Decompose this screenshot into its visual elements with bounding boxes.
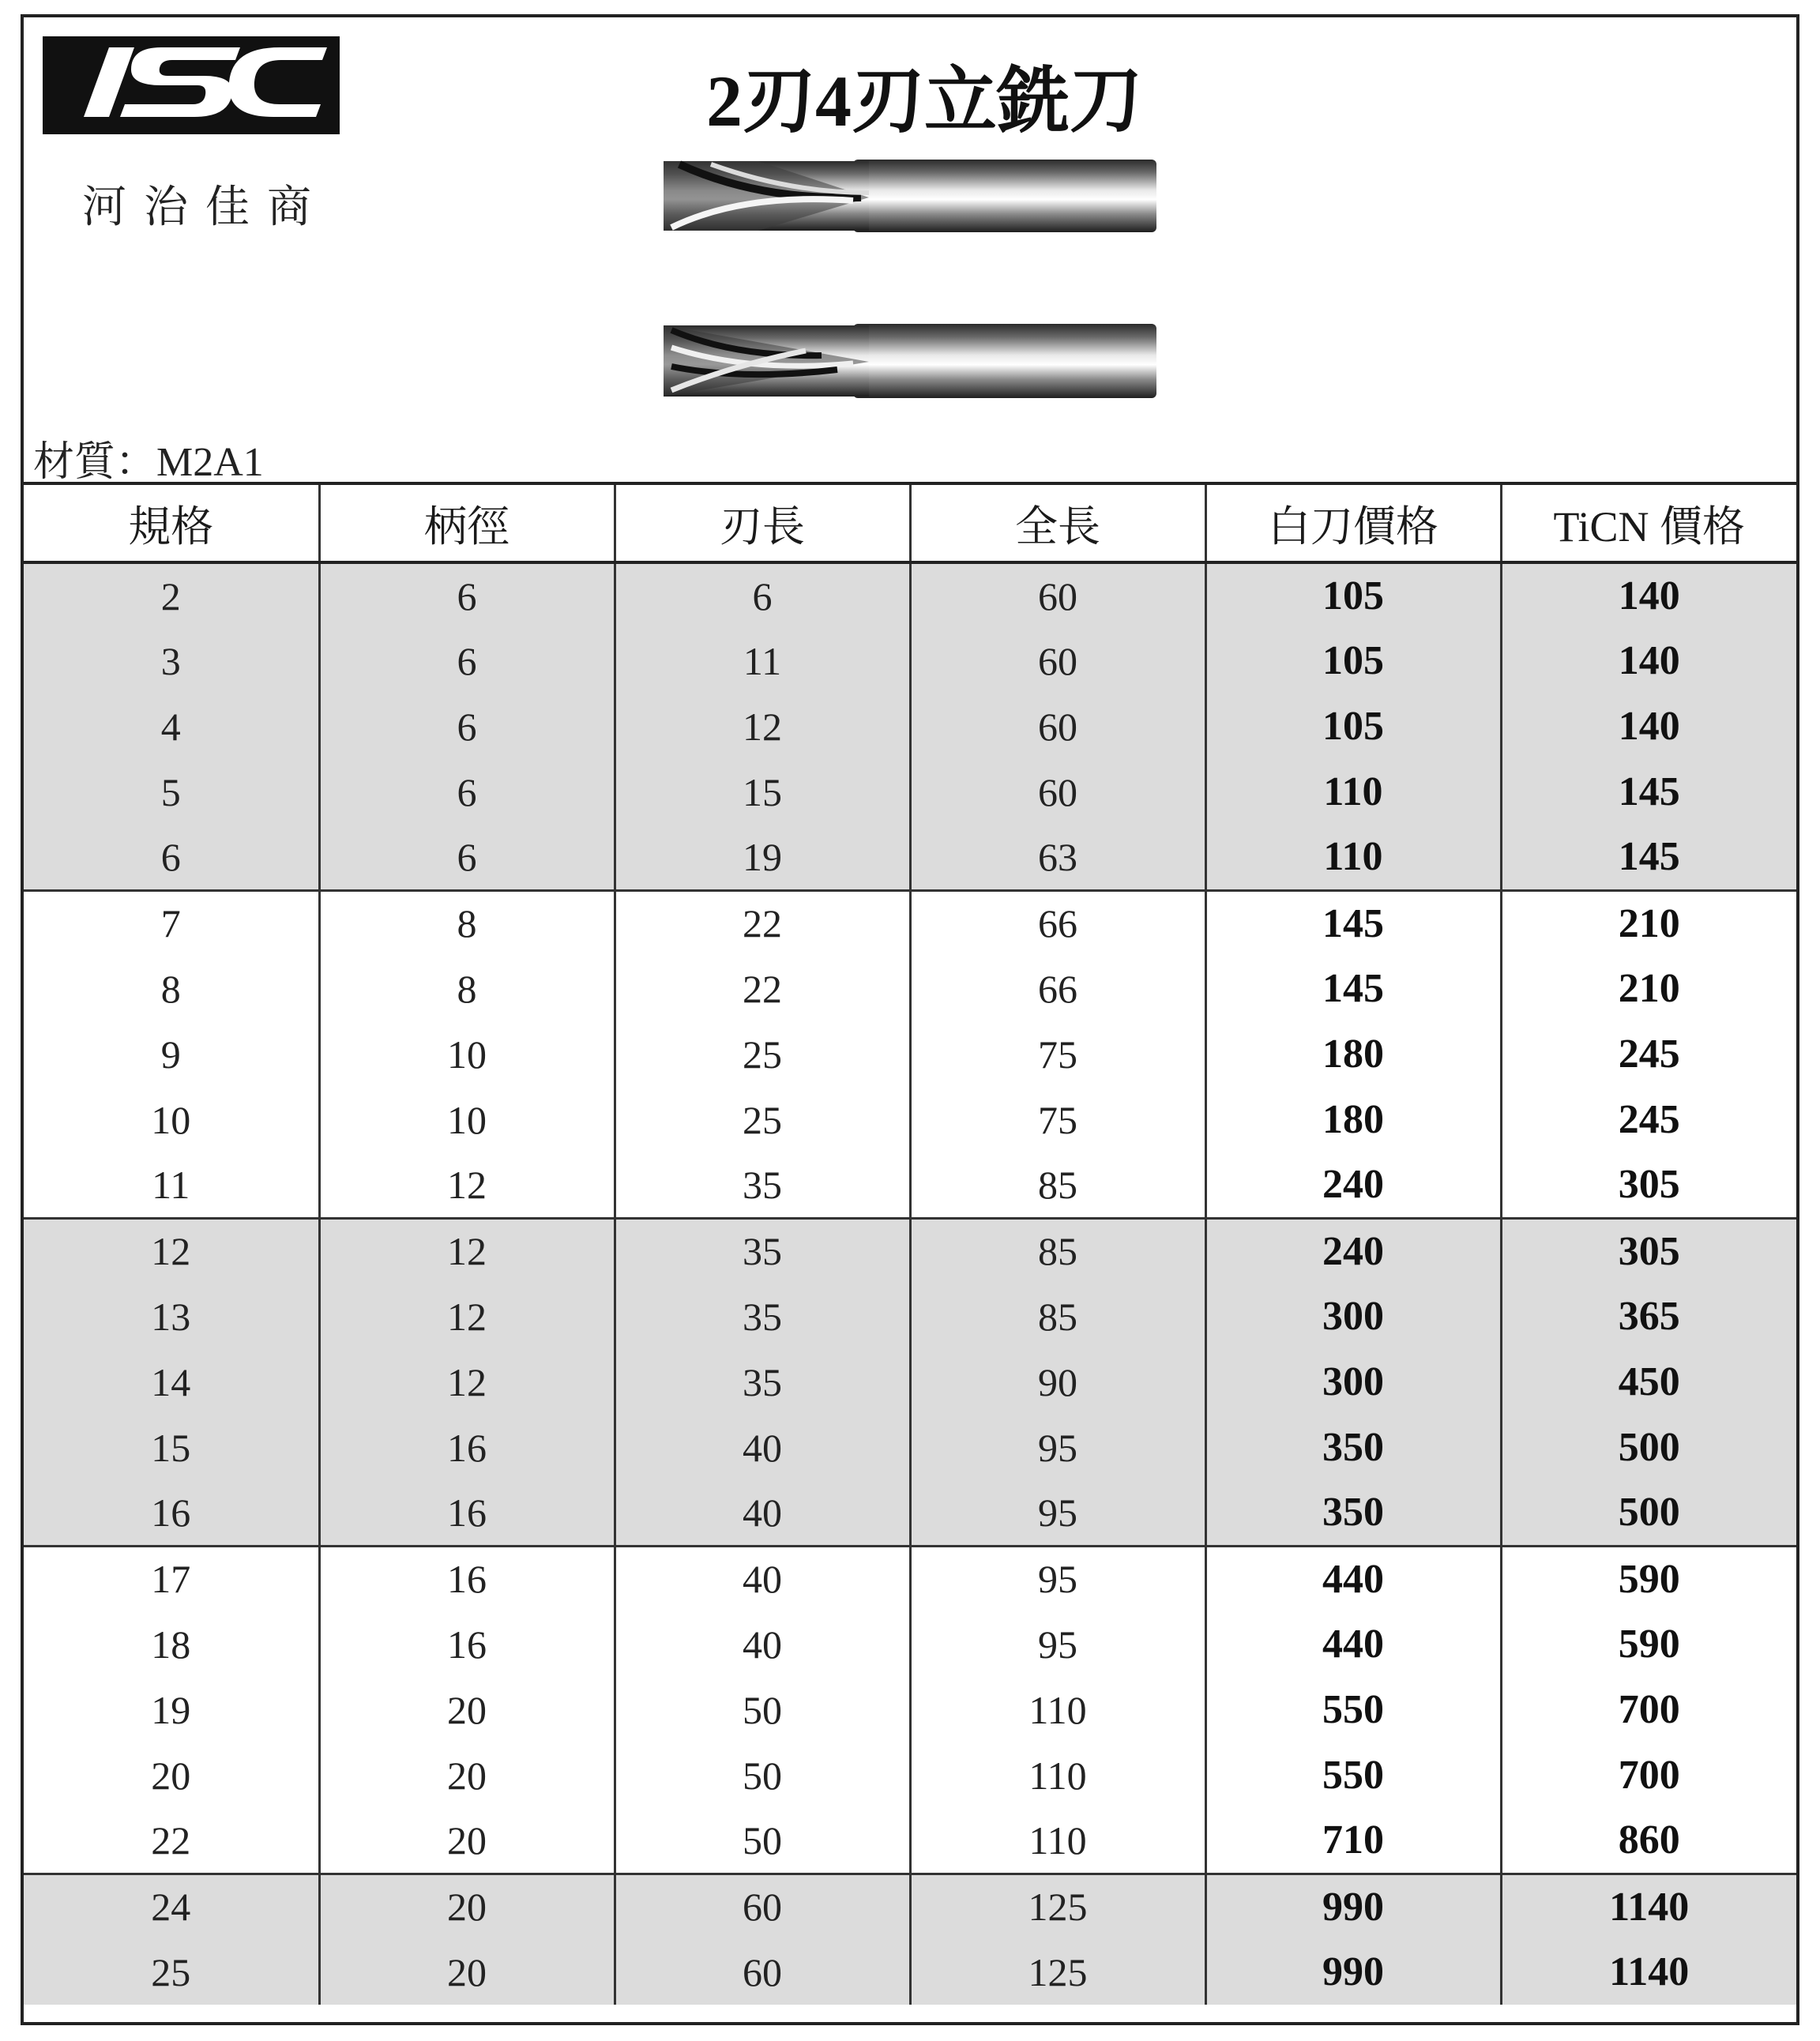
cell-shank-diameter: 6 <box>319 825 615 890</box>
cell-uncoated-price: 300 <box>1205 1284 1501 1349</box>
cell-ticn-price: 365 <box>1501 1284 1796 1349</box>
cell-uncoated-price: 550 <box>1205 1742 1501 1808</box>
cell-ticn-price: 245 <box>1501 1021 1796 1087</box>
cell-flute-length: 22 <box>615 956 910 1021</box>
cell-size: 5 <box>24 759 319 825</box>
cell-flute-length: 6 <box>615 562 910 628</box>
cell-shank-diameter: 20 <box>319 1677 615 1742</box>
cell-shank-diameter: 10 <box>319 1087 615 1152</box>
cell-overall-length: 85 <box>910 1284 1205 1349</box>
cell-shank-diameter: 6 <box>319 628 615 693</box>
cell-uncoated-price: 145 <box>1205 956 1501 1021</box>
table-body <box>24 562 1796 2005</box>
material-label: 材質：M2A1 <box>33 440 264 485</box>
cell-uncoated-price: 105 <box>1205 562 1501 628</box>
cell-size: 18 <box>24 1611 319 1677</box>
cell-ticn-price: 140 <box>1501 562 1796 628</box>
table-row <box>24 628 1796 693</box>
cell-ticn-price: 860 <box>1501 1808 1796 1874</box>
cell-uncoated-price: 710 <box>1205 1808 1501 1874</box>
cell-uncoated-price: 240 <box>1205 1152 1501 1218</box>
cell-overall-length: 125 <box>910 1939 1205 2005</box>
cell-overall-length: 60 <box>910 759 1205 825</box>
cell-size: 24 <box>24 1874 319 1939</box>
table-row <box>24 1415 1796 1480</box>
cell-ticn-price: 210 <box>1501 890 1796 956</box>
header-shank-diameter: 柄徑 <box>319 483 615 562</box>
cell-uncoated-price: 145 <box>1205 890 1501 956</box>
cell-shank-diameter: 8 <box>319 956 615 1021</box>
table-row <box>24 693 1796 759</box>
cell-flute-length: 35 <box>615 1349 910 1415</box>
cell-uncoated-price: 440 <box>1205 1611 1501 1677</box>
cell-overall-length: 95 <box>910 1611 1205 1677</box>
cell-size: 13 <box>24 1284 319 1349</box>
header-uncoated-price: 白刀價格 <box>1205 483 1501 562</box>
table-header-row <box>24 483 1796 562</box>
table-row <box>24 1874 1796 1939</box>
cell-size: 25 <box>24 1939 319 2005</box>
cell-uncoated-price: 110 <box>1205 759 1501 825</box>
cell-uncoated-price: 180 <box>1205 1087 1501 1152</box>
spec-price-table <box>24 482 1796 2005</box>
table-row <box>24 1677 1796 1742</box>
cell-size: 20 <box>24 1742 319 1808</box>
cell-flute-length: 35 <box>615 1284 910 1349</box>
cell-size: 4 <box>24 693 319 759</box>
price-sheet <box>21 14 1799 2025</box>
cell-overall-length: 85 <box>910 1218 1205 1284</box>
cell-ticn-price: 140 <box>1501 693 1796 759</box>
table-row <box>24 1808 1796 1874</box>
table-row <box>24 759 1796 825</box>
cell-shank-diameter: 20 <box>319 1939 615 2005</box>
cell-size: 6 <box>24 825 319 890</box>
cell-ticn-price: 1140 <box>1501 1939 1796 2005</box>
table-row <box>24 825 1796 890</box>
cell-size: 22 <box>24 1808 319 1874</box>
cell-uncoated-price: 350 <box>1205 1415 1501 1480</box>
table-row <box>24 1546 1796 1611</box>
cell-shank-diameter: 12 <box>319 1218 615 1284</box>
cell-size: 8 <box>24 956 319 1021</box>
cell-ticn-price: 1140 <box>1501 1874 1796 1939</box>
cell-overall-length: 63 <box>910 825 1205 890</box>
cell-ticn-price: 305 <box>1501 1152 1796 1218</box>
cell-flute-length: 35 <box>615 1218 910 1284</box>
cell-uncoated-price: 240 <box>1205 1218 1501 1284</box>
cell-shank-diameter: 20 <box>319 1742 615 1808</box>
cell-flute-length: 35 <box>615 1152 910 1218</box>
cell-ticn-price: 140 <box>1501 628 1796 693</box>
table-row <box>24 562 1796 628</box>
cell-shank-diameter: 10 <box>319 1021 615 1087</box>
header-size: 規格 <box>24 483 319 562</box>
cell-overall-length: 95 <box>910 1480 1205 1546</box>
table-row <box>24 1152 1796 1218</box>
cell-flute-length: 19 <box>615 825 910 890</box>
cell-flute-length: 50 <box>615 1808 910 1874</box>
cell-ticn-price: 305 <box>1501 1218 1796 1284</box>
cell-overall-length: 95 <box>910 1415 1205 1480</box>
cell-overall-length: 75 <box>910 1087 1205 1152</box>
table-row <box>24 1284 1796 1349</box>
cell-size: 19 <box>24 1677 319 1742</box>
page-title: 2刃4刃立銑刀 <box>705 61 1142 141</box>
cell-ticn-price: 500 <box>1501 1415 1796 1480</box>
cell-flute-length: 60 <box>615 1874 910 1939</box>
cell-overall-length: 60 <box>910 693 1205 759</box>
cell-flute-length: 40 <box>615 1611 910 1677</box>
cell-size: 10 <box>24 1087 319 1152</box>
four-flute-end-mill-image <box>664 318 1161 406</box>
cell-ticn-price: 450 <box>1501 1349 1796 1415</box>
cell-flute-length: 50 <box>615 1677 910 1742</box>
cell-shank-diameter: 20 <box>319 1808 615 1874</box>
cell-flute-length: 11 <box>615 628 910 693</box>
cell-shank-diameter: 8 <box>319 890 615 956</box>
table-row <box>24 1742 1796 1808</box>
cell-uncoated-price: 180 <box>1205 1021 1501 1087</box>
cell-size: 9 <box>24 1021 319 1087</box>
cell-flute-length: 22 <box>615 890 910 956</box>
cell-size: 11 <box>24 1152 319 1218</box>
table-row <box>24 1611 1796 1677</box>
two-flute-end-mill-image <box>664 153 1161 239</box>
cell-overall-length: 110 <box>910 1677 1205 1742</box>
cell-shank-diameter: 20 <box>319 1874 615 1939</box>
cell-flute-length: 25 <box>615 1021 910 1087</box>
cell-shank-diameter: 12 <box>319 1284 615 1349</box>
cell-uncoated-price: 350 <box>1205 1480 1501 1546</box>
cell-shank-diameter: 16 <box>319 1480 615 1546</box>
cell-size: 7 <box>24 890 319 956</box>
table-row <box>24 1218 1796 1284</box>
cell-size: 14 <box>24 1349 319 1415</box>
table-row <box>24 1480 1796 1546</box>
cell-ticn-price: 210 <box>1501 956 1796 1021</box>
cell-shank-diameter: 6 <box>319 759 615 825</box>
cell-shank-diameter: 16 <box>319 1546 615 1611</box>
cell-shank-diameter: 16 <box>319 1415 615 1480</box>
cell-ticn-price: 700 <box>1501 1677 1796 1742</box>
cell-flute-length: 12 <box>615 693 910 759</box>
cell-ticn-price: 145 <box>1501 759 1796 825</box>
cell-overall-length: 125 <box>910 1874 1205 1939</box>
cell-flute-length: 40 <box>615 1415 910 1480</box>
table-row <box>24 956 1796 1021</box>
cell-size: 2 <box>24 562 319 628</box>
cell-ticn-price: 700 <box>1501 1742 1796 1808</box>
cell-size: 12 <box>24 1218 319 1284</box>
cell-flute-length: 25 <box>615 1087 910 1152</box>
cell-overall-length: 110 <box>910 1808 1205 1874</box>
cell-overall-length: 60 <box>910 628 1205 693</box>
header-ticn-price: TiCN 價格 <box>1501 483 1796 562</box>
cell-overall-length: 60 <box>910 562 1205 628</box>
cell-flute-length: 50 <box>615 1742 910 1808</box>
cell-size: 15 <box>24 1415 319 1480</box>
cell-ticn-price: 590 <box>1501 1611 1796 1677</box>
cell-uncoated-price: 110 <box>1205 825 1501 890</box>
cell-ticn-price: 500 <box>1501 1480 1796 1546</box>
cell-overall-length: 110 <box>910 1742 1205 1808</box>
table-row <box>24 1939 1796 2005</box>
cell-overall-length: 85 <box>910 1152 1205 1218</box>
cell-ticn-price: 590 <box>1501 1546 1796 1611</box>
cell-shank-diameter: 6 <box>319 693 615 759</box>
cell-overall-length: 90 <box>910 1349 1205 1415</box>
header-flute-length: 刃長 <box>615 483 910 562</box>
cell-shank-diameter: 6 <box>319 562 615 628</box>
isc-logo <box>43 36 340 134</box>
cell-uncoated-price: 990 <box>1205 1939 1501 2005</box>
cell-uncoated-price: 550 <box>1205 1677 1501 1742</box>
cell-uncoated-price: 990 <box>1205 1874 1501 1939</box>
table-row <box>24 890 1796 956</box>
cell-flute-length: 15 <box>615 759 910 825</box>
cell-overall-length: 66 <box>910 890 1205 956</box>
cell-shank-diameter: 12 <box>319 1152 615 1218</box>
cell-ticn-price: 145 <box>1501 825 1796 890</box>
cell-shank-diameter: 12 <box>319 1349 615 1415</box>
cell-size: 3 <box>24 628 319 693</box>
cell-uncoated-price: 105 <box>1205 628 1501 693</box>
cell-flute-length: 40 <box>615 1546 910 1611</box>
company-name: 河治佳商 <box>82 182 329 233</box>
cell-uncoated-price: 105 <box>1205 693 1501 759</box>
table-row <box>24 1349 1796 1415</box>
cell-overall-length: 66 <box>910 956 1205 1021</box>
cell-ticn-price: 245 <box>1501 1087 1796 1152</box>
cell-size: 16 <box>24 1480 319 1546</box>
header-overall-length: 全長 <box>910 483 1205 562</box>
cell-flute-length: 40 <box>615 1480 910 1546</box>
cell-flute-length: 60 <box>615 1939 910 2005</box>
cell-uncoated-price: 300 <box>1205 1349 1501 1415</box>
table-row <box>24 1021 1796 1087</box>
cell-overall-length: 75 <box>910 1021 1205 1087</box>
cell-overall-length: 95 <box>910 1546 1205 1611</box>
table-row <box>24 1087 1796 1152</box>
cell-size: 17 <box>24 1546 319 1611</box>
cell-shank-diameter: 16 <box>319 1611 615 1677</box>
cell-uncoated-price: 440 <box>1205 1546 1501 1611</box>
